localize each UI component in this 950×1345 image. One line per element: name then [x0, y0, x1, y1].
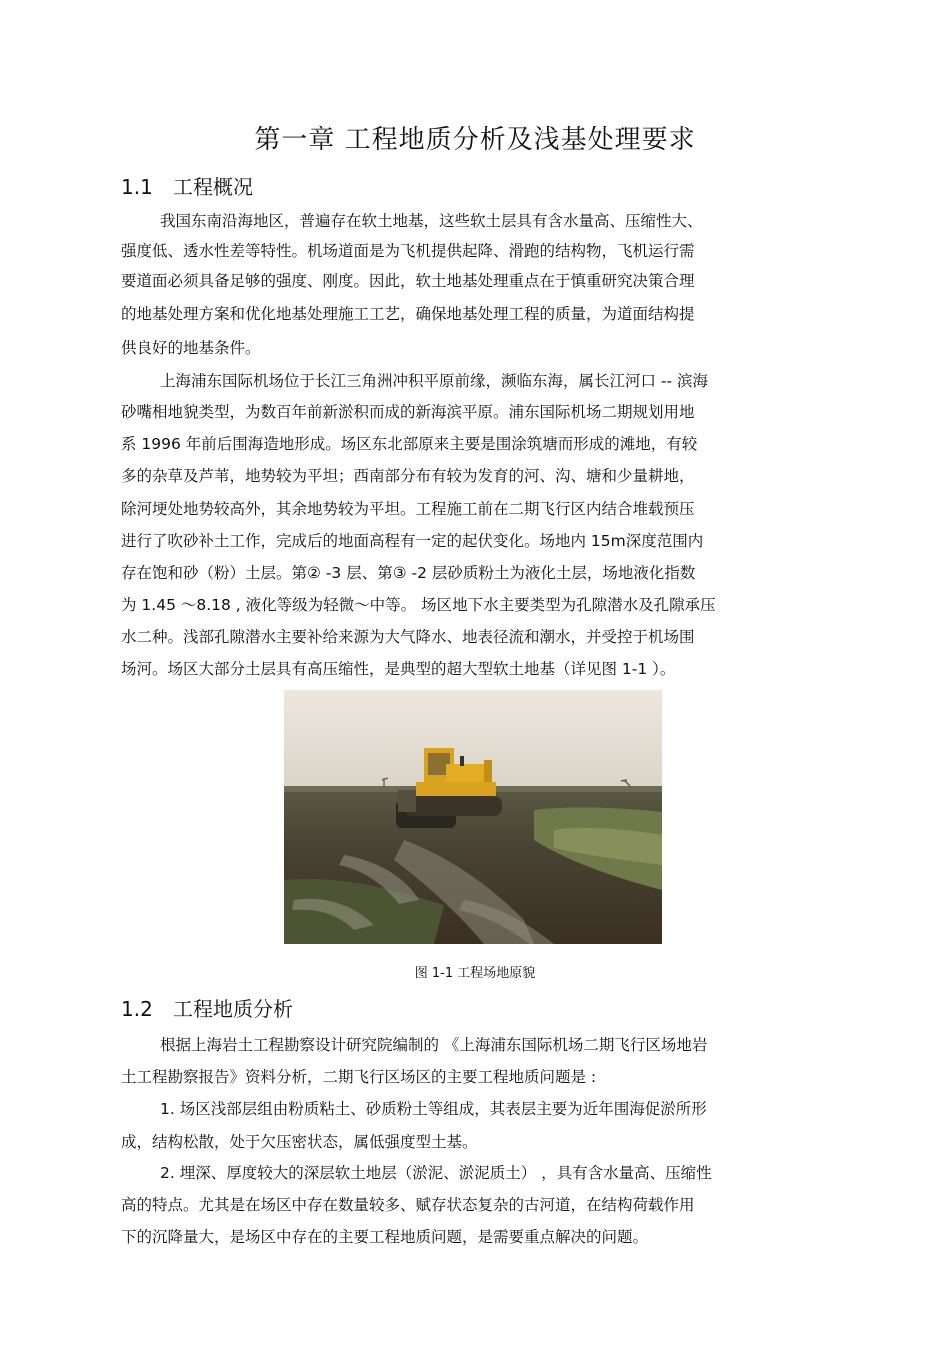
paragraph-line: 上海浦东国际机场位于长江三角洲冲积平原前缘，濒临东海，属长江河口 -- 滨海 — [160, 372, 709, 390]
section-number: 1.2 — [121, 997, 153, 1021]
section-number: 1.1 — [121, 175, 153, 199]
section-heading-1-1 — [121, 172, 253, 202]
bulldozer-on-marsh-image — [284, 690, 662, 944]
paragraph-line: 要道面必须具备足够的强度、刚度。因此，软土地基处理重点在于慎重研究决策合理 — [121, 272, 695, 290]
chapter-title: 第一章 工程地质分析及浅基处理要求 — [254, 125, 696, 155]
section-title: 工程概况 — [173, 175, 253, 199]
paragraph-line: 多的杂草及芦苇，地势较为平坦；西南部分布有较为发育的河、沟、塘和少量耕地， — [121, 467, 695, 485]
paragraph-line: 除河埂处地势较高外，其余地势较为平坦。工程施工前在二期飞行区内结合堆载预压 — [121, 500, 695, 518]
paragraph-line: 系 1996 年前后围海造地形成。场区东北部原来主要是围涂筑塘而形成的滩地，有较 — [121, 435, 698, 453]
paragraph-line: 2. 埋深、厚度较大的深层软土地层（淤泥、淤泥质土） ，具有含水量高、压缩性 — [160, 1164, 712, 1182]
paragraph-line: 存在饱和砂（粉）土层。第② -3 层、第③ -2 层砂质粉土为液化土层，场地液化指数 — [121, 564, 696, 582]
paragraph-line: 高的特点。尤其是在场区中存在数量较多、赋存状态复杂的古河道，在结构荷载作用 — [121, 1196, 695, 1214]
section-title: 工程地质分析 — [173, 997, 293, 1021]
paragraph-line: 为 1.45 ～8.18 , 液化等级为轻微～中等。 场区地下水主要类型为孔隙潜水及孔隙承压 — [121, 596, 716, 614]
paragraph-line: 场河。场区大部分土层具有高压缩性，是典型的超大型软土地基（详见图 1-1 ）。 — [121, 660, 676, 678]
paragraph-line: 1. 场区浅部层组由粉质粘土、砂质粉土等组成，其表层主要为近年围海促淤所形 — [160, 1100, 707, 1118]
paragraph-line: 成，结构松散，处于欠压密状态，属低强度型土基。 — [121, 1133, 478, 1151]
paragraph-line: 根据上海岩土工程勘察设计研究院编制的 《上海浦东国际机场二期飞行区场地岩 — [160, 1036, 708, 1054]
paragraph-line: 供良好的地基条件。 — [121, 339, 261, 357]
paragraph-line: 下的沉降量大，是场区中存在的主要工程地质问题，是需要重点解决的问题。 — [121, 1228, 649, 1246]
paragraph-line: 的地基处理方案和优化地基处理施工工艺，确保地基处理工程的质量，为道面结构提 — [121, 305, 695, 323]
figure-caption: 图 1-1 工程场地原貌 — [414, 966, 536, 981]
section-heading-1-2 — [121, 994, 293, 1024]
paragraph-line: 进行了吹砂补土工作，完成后的地面高程有一定的起伏变化。场地内 15m深度范围内 — [121, 532, 704, 550]
paragraph-line: 我国东南沿海地区，普遍存在软土地基，这些软土层具有含水量高、压缩性大、 — [160, 212, 703, 230]
site-photo — [284, 690, 662, 944]
paragraph-line: 土工程勘察报告》资料分析，二期飞行区场区的主要工程地质问题是 : — [121, 1068, 597, 1086]
paragraph-line: 强度低、透水性差等特性。机场道面是为飞机提供起降、滑跑的结构物，飞机运行需 — [121, 242, 695, 260]
paragraph-line: 水二种。浅部孔隙潜水主要补给来源为大气降水、地表径流和潮水，并受控于机场围 — [121, 628, 695, 646]
paragraph-line: 砂嘴相地貌类型，为数百年前新淤积而成的新海滨平原。浦东国际机场二期规划用地 — [121, 403, 695, 421]
